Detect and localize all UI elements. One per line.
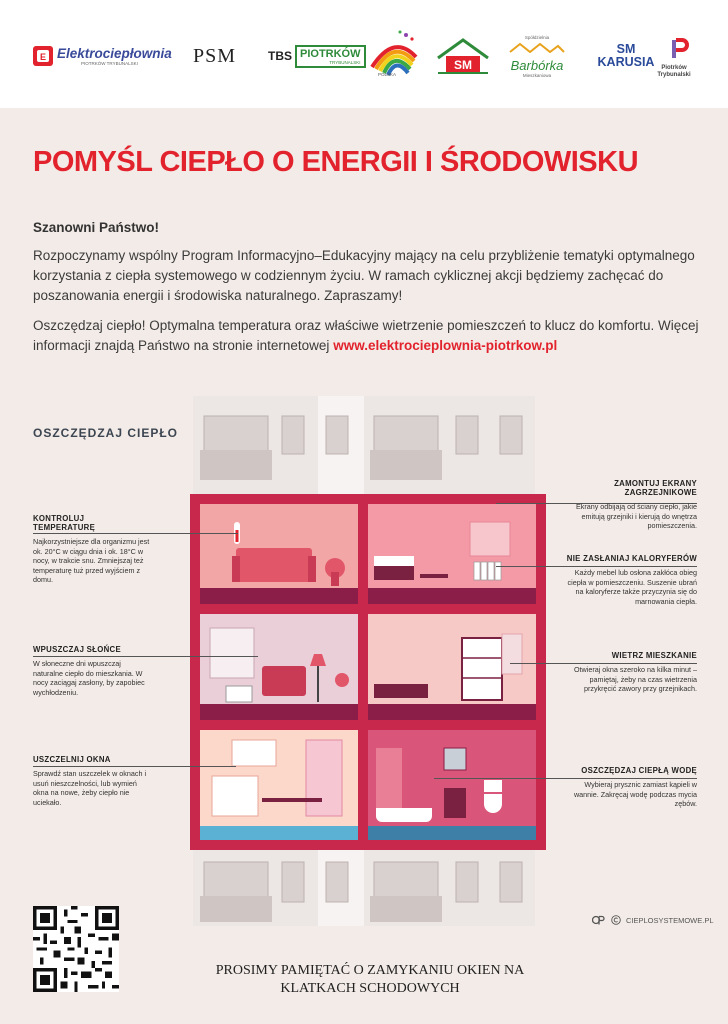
- logo-rainbow: [368, 28, 420, 76]
- shower-curtain-icon: [376, 748, 402, 818]
- plant-icon: [335, 673, 349, 687]
- open-window-icon: [502, 634, 522, 674]
- tip-body: Sprawdź stan uszczelek w oknach i usuń nieszczelności, lub wymień okna na nowe, żeby ciepło nie uciekało.: [33, 769, 147, 807]
- logo-name: Elektrociepłownia: [57, 46, 172, 61]
- tip-title: KONTROLUJ TEMPERATURĘ: [33, 514, 96, 532]
- barborka-roof-icon: [508, 41, 566, 53]
- logo-name: Piotrków Trybunalski: [657, 64, 691, 78]
- tip-install-screens: [560, 479, 697, 531]
- tip-body: W słoneczne dni wpuszczaj naturalne ciepło do mieszkania. W nocy zaciągaj zasłony, by zapobiec wychłodzeniu.: [33, 659, 145, 697]
- armchair-icon: [262, 666, 306, 696]
- tip-body: Ekrany odbijają od ściany ciepło, jakie emitują grzejniki i kierują do wnętrza pomieszczenia.: [575, 502, 697, 530]
- section-label: OSZCZĘDZAJ CIEPŁO: [33, 426, 179, 440]
- logo-name: SM KARUSIA: [597, 42, 655, 69]
- window-icon: [210, 628, 254, 678]
- logo-sm: [434, 32, 492, 80]
- cabinet-icon: [444, 788, 466, 818]
- table-icon: [262, 798, 322, 802]
- headline: POMYŚL CIEPŁO O ENERGII I ŚRODOWISKU: [33, 146, 639, 178]
- tip-title: USZCZELNIJ OKNA: [33, 755, 111, 764]
- toilet-icon: [484, 794, 502, 813]
- tip-body: Wybieraj prysznic zamiast kąpieli w wannie. Zakręcaj wodę podczas mycia zębów.: [573, 780, 697, 808]
- tip-save-hot-water: [560, 766, 697, 809]
- logo-tbs: [268, 32, 366, 80]
- logo-name: TBS: [268, 49, 292, 63]
- tip-ventilate: [560, 651, 697, 694]
- svg-text:SM: SM: [454, 58, 472, 72]
- logo-extra: PIOTRKÓW: [300, 47, 361, 60]
- tip-dont-cover-radiators: [560, 554, 697, 606]
- credit-text: CIEPLOSYSTEMOWE.PL: [626, 915, 714, 925]
- tip-body: Najkorzystniejsze dla organizmu jest ok. 20°C w ciągu dnia i ok. 18°C w nocy, w trakcie snu. Zmniejszaj też temperaturę tuż przed wyjściem z domu.: [33, 537, 150, 584]
- cieplosystemowe-logo-icon: [592, 915, 606, 925]
- tip-body: Każdy mebel lub osłona zakłóca obieg ciepła w pomieszczeniu. Suszenie ubrań na kaloryferze także przyczynia się do marnowania ciepła.: [567, 568, 697, 606]
- greeting: Szanowni Państwo!: [33, 220, 160, 235]
- footer-notice: PROSIMY PAMIĘTAĆ O ZAMYKANIU OKIEN NA KLATKACH SCHODOWYCH: [215, 963, 525, 996]
- copyright-icon: [611, 915, 621, 925]
- logo-sub: PIOTRKÓW TRYBUNALSKI: [81, 61, 138, 66]
- bed-icon: [374, 684, 428, 698]
- piotrkow-p-icon: [669, 38, 689, 60]
- credit: [592, 915, 714, 925]
- logo-barborka: [508, 32, 566, 80]
- qr-code-icon[interactable]: [33, 906, 119, 992]
- logo-karusia: [596, 32, 656, 80]
- tip-title: ZAMONTUJ EKRANY ZAGRZEJNIKOWE: [614, 479, 697, 497]
- window-icon: [470, 522, 510, 556]
- tip-title: NIE ZASŁANIAJ KALORYFERÓW: [566, 554, 697, 563]
- logo-sub: TRYBUNALSKI: [329, 59, 361, 65]
- tip-title: WPUSZCZAJ SŁOŃCE: [33, 645, 121, 654]
- logo-name: PSM: [193, 44, 237, 67]
- sofa-icon: [236, 548, 312, 582]
- window-icon: [232, 740, 276, 766]
- sm-house-icon: [434, 36, 492, 76]
- tip-title: OSZCZĘDZAJ CIEPŁĄ WODĘ: [581, 766, 697, 775]
- bookshelf-icon: [462, 638, 502, 700]
- logo-sub: POLSKA: [378, 72, 397, 77]
- info-text: Oszczędzaj ciepło! Optymalna temperatura oraz właściwe wietrzenie pomieszczeń to klucz do komfortu. Więcej informacji znajdą Państwo na stronie internetowej: [33, 318, 699, 353]
- fridge-icon: [306, 740, 342, 816]
- logo-piotrkow: [657, 34, 694, 82]
- intro-paragraph: Rozpoczynamy wspólny Program Informacyjno–Edukacyjny mający na celu przybliżenie tematyki optymalnego korzystania z ciepła systemowego w codziennym życiu. W ramach cyklicznej akcji będziemy zachęcać do poszanowania energii i środowiska naturalnego. Zapraszamy!: [33, 248, 695, 303]
- elektrocieplownia-icon: [32, 45, 54, 67]
- rainbow-logo-icon: [368, 27, 420, 77]
- logo-elektrocieplownia: [32, 32, 172, 80]
- radiator-icon: [226, 686, 252, 702]
- bathtub-icon: [376, 808, 432, 822]
- tip-seal-windows: [33, 755, 173, 807]
- logo-name: Barbórka: [510, 57, 564, 73]
- tip-title: WIETRZ MIESZKANIE: [611, 651, 697, 660]
- tip-control-temperature: [33, 514, 173, 585]
- svg-text:E: E: [39, 52, 47, 62]
- tip-let-sun-in: [33, 645, 173, 697]
- kitchen-cabinet-icon: [212, 776, 258, 816]
- partner-logo-bar: [0, 0, 728, 108]
- logo-pre: Spółdzielnia: [524, 34, 550, 40]
- website-link[interactable]: www.elektrocieplownia-piotrkow.pl: [333, 338, 558, 353]
- mirror-icon: [444, 748, 466, 770]
- info-paragraph: [33, 316, 713, 356]
- tip-body: Otwieraj okna szeroko na kilka minut – pamiętaj, żeby na czas wietrzenia przykręcić zawory przy grzejnikach.: [573, 665, 697, 693]
- logo-sub: Mieszkaniowa: [522, 72, 552, 78]
- logo-psm: [193, 32, 236, 80]
- table-icon: [420, 574, 448, 578]
